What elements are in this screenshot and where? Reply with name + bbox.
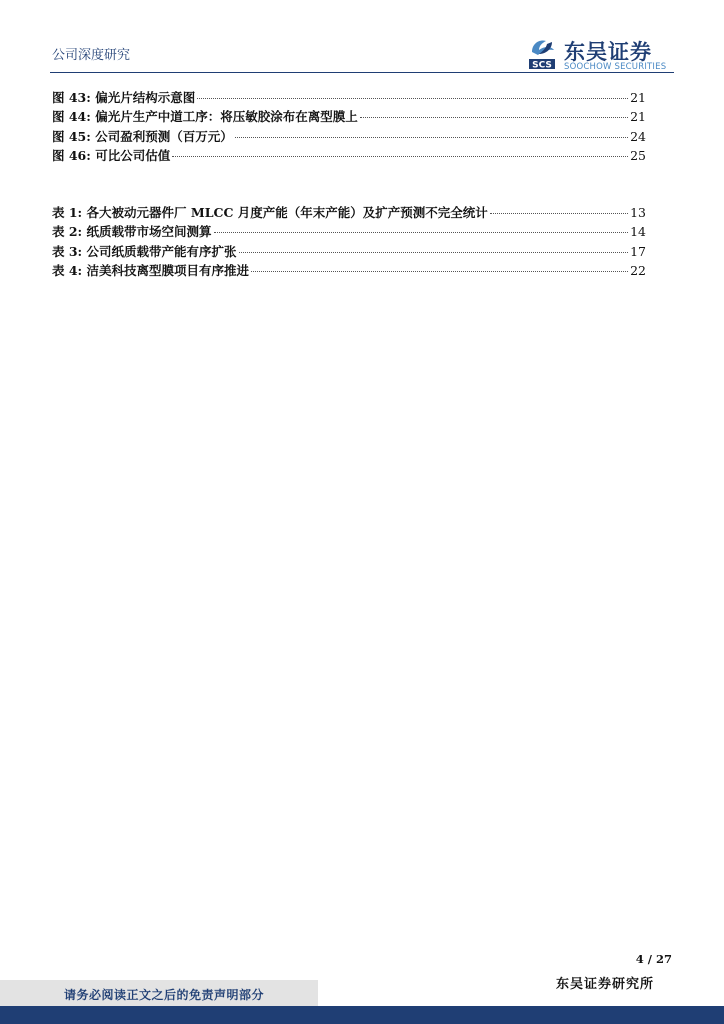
table-entry-label: 表 3: 公司纸质载带产能有序扩张 [52,243,237,259]
dot-leader [214,232,629,233]
table-entry-page: 13 [630,205,646,220]
figure-entry-page: 21 [630,90,646,105]
table-entry[interactable] [52,203,646,222]
figure-entry[interactable] [52,127,646,146]
figure-entry-page: 25 [630,147,646,163]
footer-firm-name: 东吴证券研究所 [555,977,654,992]
dot-leader [172,156,628,157]
dot-leader [239,252,629,253]
table-entry-label: 表 2: 纸质载带市场空间测算 [52,224,212,240]
figure-entry-label: 图 45: 公司盈利预测（百万元） [52,128,233,144]
soochow-logo [528,38,674,72]
table-entry-page: 17 [630,243,646,259]
figure-entry-label: 图 46: 可比公司估值 [52,147,171,163]
figure-entry[interactable] [52,146,646,165]
page-number: 4 / 27 [635,952,672,966]
figure-entry-label: 图 44: 偏光片生产中道工序：将压敏胶涂布在离型膜上 [52,109,358,125]
figure-entry-page: 21 [630,109,646,125]
figure-entry-label: 图 43: 偏光片结构示意图 [52,90,196,105]
dot-leader [197,98,628,99]
table-entry[interactable] [52,222,646,241]
report-type-title: 公司深度研究 [52,48,131,63]
table-entry-label: 表 4: 洁美科技离型膜项目有序推进 [52,262,250,278]
figure-entry-page: 24 [630,128,646,144]
footer-bar [0,1006,724,1024]
dot-leader [360,117,628,118]
table-entry-page: 22 [630,262,646,278]
table-index [52,203,646,280]
logo-name-cn: 东吴证券 [564,40,652,64]
header-divider [50,72,674,73]
footer-disclaimer: 请务必阅读正文之后的免责声明部分 [64,988,265,1002]
logo-name-en: SOOCHOW SECURITIES [564,62,667,72]
figure-entry[interactable] [52,107,646,126]
dot-leader [490,213,628,214]
table-entry-page: 14 [630,224,646,240]
table-entry-label: 表 1: 各大被动元器件厂 MLCC 月度产能（年末产能）及扩产预测不完全统计 [52,205,488,220]
table-entry[interactable] [52,242,646,261]
dot-leader [235,137,628,138]
dot-leader [251,271,628,272]
figure-entry[interactable] [52,88,646,107]
table-entry[interactable] [52,261,646,280]
logo-mark-text: SCS [532,60,552,70]
figure-index [52,88,646,165]
scs-logo-icon [528,38,556,70]
